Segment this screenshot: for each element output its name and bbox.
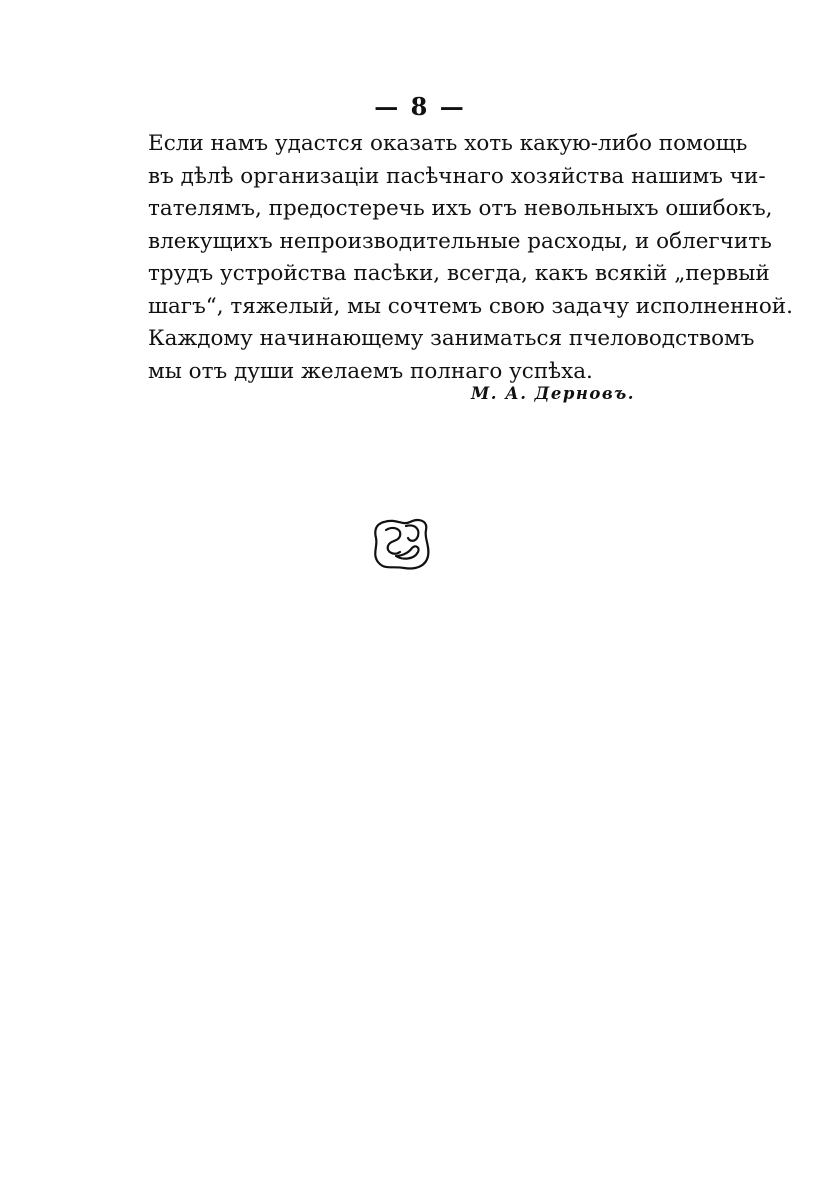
body-text bbox=[148, 128, 793, 388]
text-line: трудъ устройства пасѣки, всегда, какъ всякій „первый bbox=[148, 261, 770, 286]
text-line: тателямъ, предостеречь ихъ отъ невольныхъ ошибокъ, bbox=[148, 196, 773, 221]
text-line: мы отъ души желаемъ полнаго успѣха. bbox=[148, 358, 593, 384]
text-line: въ дѣлѣ организаціи пасѣчнаго хозяйства нашимъ чи- bbox=[148, 163, 766, 189]
paragraph bbox=[148, 323, 755, 388]
text-line: Если намъ удастся оказать хоть какую-либо помощь bbox=[148, 131, 748, 156]
printers-ornament-icon bbox=[372, 516, 432, 572]
text-line: Каждому начинающему заниматься пчеловодствомъ bbox=[148, 326, 755, 351]
paragraph bbox=[148, 128, 793, 323]
text-line: шагъ“, тяжелый, мы сочтемъ свою задачу исполненной. bbox=[148, 293, 793, 319]
text-line: влекущихъ непроизводительные расходы, и облегчить bbox=[148, 228, 772, 254]
page-number: — 8 — bbox=[374, 92, 466, 121]
author-signature: М. А. Дерновъ. bbox=[471, 384, 635, 403]
